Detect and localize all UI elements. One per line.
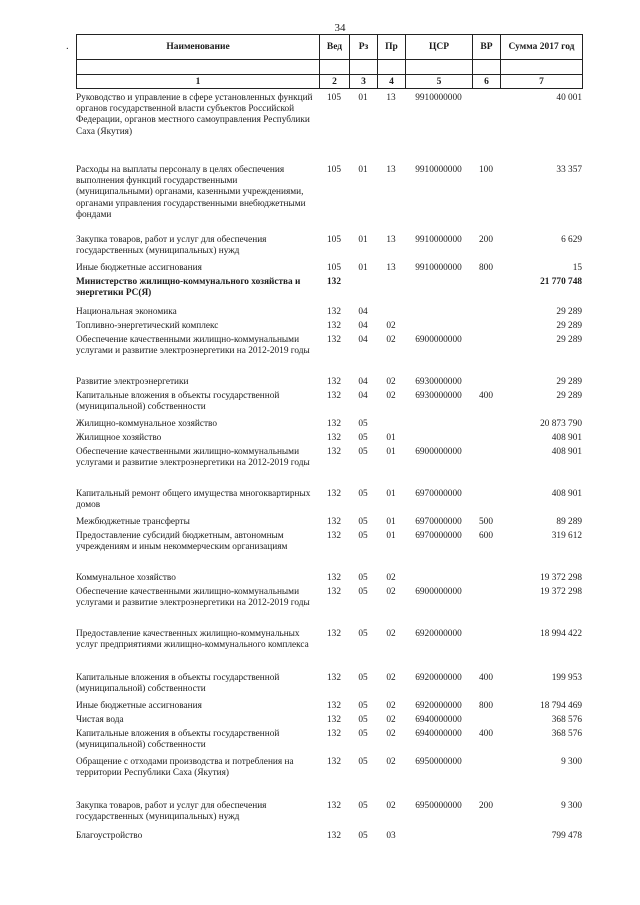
row-ved: 132 (327, 729, 341, 739)
row-ved: 132 (327, 715, 341, 725)
row-sum: 89 289 (556, 517, 582, 527)
row-ved: 132 (327, 801, 341, 811)
row-pr: 02 (386, 757, 396, 767)
row-rz: 01 (358, 165, 368, 175)
row-sum: 199 953 (551, 673, 582, 683)
row-csr: 6900000000 (415, 335, 462, 345)
row-pr: 02 (386, 629, 396, 639)
row-name: Министерство жилищно-коммунального хозяйства и энергетики РС(Я) (76, 277, 301, 299)
row-name: Иные бюджетные ассигнования (76, 263, 202, 273)
row-csr (405, 277, 472, 307)
header-sum: Сумма 2017 год (501, 35, 583, 60)
row-name: Капитальные вложения в объекты государственной (муниципальной) собственности (76, 729, 280, 751)
row-csr: 9910000000 (415, 235, 462, 245)
table-row (76, 701, 582, 715)
row-vr: 400 (479, 673, 493, 683)
row-rz: 05 (358, 433, 368, 443)
header-rz: Рз (350, 35, 378, 60)
table-row (76, 335, 582, 377)
table-row (76, 489, 582, 517)
table-row (76, 307, 582, 321)
header-ved: Вед (320, 35, 350, 60)
row-csr: 9910000000 (415, 93, 462, 103)
row-csr: 6970000000 (415, 489, 462, 499)
row-vr (472, 377, 500, 391)
row-pr: 13 (386, 235, 396, 245)
row-sum: 799 478 (551, 831, 582, 841)
row-name: Обеспечение качественными жилищно-коммунальными услугами и развитие электроэнергетики на 2012-2019 годы (76, 335, 310, 357)
header-spacer-row (77, 60, 583, 75)
row-ved: 132 (327, 447, 341, 457)
row-csr: 6950000000 (415, 801, 462, 811)
row-csr (405, 321, 472, 335)
row-pr: 02 (386, 801, 396, 811)
row-csr (405, 433, 472, 447)
row-rz: 01 (358, 263, 368, 273)
table-row (76, 673, 582, 701)
row-ved: 105 (327, 263, 341, 273)
row-rz: 05 (358, 517, 368, 527)
row-csr: 6920000000 (415, 673, 462, 683)
row-vr (472, 447, 500, 489)
row-name: Предоставление качественных жилищно-коммунальных услуг предприятиями жилищно-коммунального комплекса (76, 629, 309, 651)
row-ved: 105 (327, 165, 341, 175)
table-row (76, 715, 582, 729)
row-ved: 132 (327, 335, 341, 345)
row-vr (472, 93, 500, 165)
table-row (76, 377, 582, 391)
row-vr (472, 335, 500, 377)
row-pr: 02 (386, 391, 396, 401)
row-rz: 05 (358, 531, 368, 541)
row-sum: 408 901 (551, 447, 582, 457)
row-rz (349, 277, 377, 307)
row-ved: 132 (327, 673, 341, 683)
row-rz: 04 (358, 377, 368, 387)
row-ved: 132 (327, 489, 341, 499)
row-sum: 29 289 (556, 321, 582, 331)
row-name: Национальная экономика (76, 307, 177, 317)
row-pr: 02 (386, 701, 396, 711)
row-sum: 20 873 790 (540, 419, 582, 429)
row-ved: 132 (327, 531, 341, 541)
row-ved: 132 (327, 391, 341, 401)
row-pr: 13 (386, 93, 396, 103)
row-sum: 6 629 (561, 235, 582, 245)
row-ved: 132 (327, 277, 341, 287)
row-csr (405, 573, 472, 587)
row-vr: 800 (479, 701, 493, 711)
row-csr (405, 307, 472, 321)
page-number: 34 (334, 22, 346, 34)
row-pr: 01 (386, 531, 396, 541)
table-row (76, 629, 582, 673)
row-name: Жилищное хозяйство (76, 433, 162, 443)
row-sum: 9 300 (561, 801, 582, 811)
row-rz: 04 (358, 335, 368, 345)
row-pr: 02 (386, 673, 396, 683)
row-sum: 29 289 (556, 307, 582, 317)
row-csr: 6940000000 (415, 715, 462, 725)
row-name: Обеспечение качественными жилищно-коммунальными услугами и развитие электроэнергетики на 2012-2019 годы (76, 447, 310, 469)
column-number-row (77, 75, 583, 89)
row-vr: 800 (479, 263, 493, 273)
row-ved: 132 (327, 757, 341, 767)
row-ved: 132 (327, 433, 341, 443)
row-ved: 132 (327, 831, 341, 841)
table-row (76, 263, 582, 277)
column-number: 5 (406, 75, 473, 89)
header-vr: ВР (473, 35, 501, 60)
row-pr (377, 307, 405, 321)
row-pr: 02 (386, 321, 396, 331)
row-pr: 02 (386, 335, 396, 345)
row-vr: 100 (479, 165, 493, 175)
row-name: Иные бюджетные ассигнования (76, 701, 202, 711)
row-csr: 6940000000 (415, 729, 462, 739)
row-rz: 05 (358, 801, 368, 811)
row-vr (472, 321, 500, 335)
row-ved: 132 (327, 307, 341, 317)
row-rz: 05 (358, 831, 368, 841)
row-vr: 400 (479, 391, 493, 401)
row-ved: 132 (327, 587, 341, 597)
table-body (76, 93, 582, 845)
row-csr: 6900000000 (415, 447, 462, 457)
row-name: Капитальные вложения в объекты государственной (муниципальной) собственности (76, 391, 280, 413)
row-ved: 132 (327, 629, 341, 639)
row-pr: 13 (386, 165, 396, 175)
row-sum: 9 300 (561, 757, 582, 767)
row-name: Топливно-энергетический комплекс (76, 321, 219, 331)
row-sum: 19 372 298 (540, 573, 582, 583)
row-rz: 05 (358, 489, 368, 499)
header-name: Наименование (77, 35, 320, 60)
row-rz: 05 (358, 729, 368, 739)
row-name: Руководство и управление в сфере установленных функций органов государственной власти субъектов Российской Федерации, органов местного самоуправления Республики Саха (Якутия) (76, 93, 313, 137)
row-sum: 18 794 469 (540, 701, 582, 711)
row-name: Капитальный ремонт общего имущества многоквартирных домов (76, 489, 311, 511)
table-row (76, 573, 582, 587)
row-pr: 02 (386, 715, 396, 725)
row-name: Коммунальное хозяйство (76, 573, 176, 583)
row-pr: 01 (386, 433, 396, 443)
margin-mark: . (66, 40, 69, 52)
table-row (76, 235, 582, 263)
row-ved: 132 (327, 701, 341, 711)
row-csr: 6970000000 (415, 517, 462, 527)
column-number: 4 (378, 75, 406, 89)
row-vr (472, 587, 500, 629)
row-vr (472, 277, 500, 307)
table-row (76, 517, 582, 531)
header-row (77, 35, 583, 60)
row-vr (472, 433, 500, 447)
row-vr (472, 831, 500, 845)
row-pr: 03 (386, 831, 396, 841)
row-rz: 05 (358, 447, 368, 457)
table-row (76, 391, 582, 419)
row-vr: 500 (479, 517, 493, 527)
table-row (76, 587, 582, 629)
row-sum: 319 612 (551, 531, 582, 541)
table-row (76, 447, 582, 489)
row-csr: 6930000000 (415, 391, 462, 401)
row-rz: 05 (358, 757, 368, 767)
row-vr (472, 715, 500, 729)
row-pr: 02 (386, 573, 396, 583)
row-sum: 408 901 (551, 433, 582, 443)
row-vr: 200 (479, 801, 493, 811)
table-row (76, 433, 582, 447)
row-rz: 04 (358, 321, 368, 331)
row-name: Расходы на выплаты персоналу в целях обеспечения выполнения функций государственными (муниципальными) органами, казенными учреждениями, органами управления государственными внебюджетными фондами (76, 165, 306, 220)
row-pr: 01 (386, 489, 396, 499)
row-vr (472, 419, 500, 433)
table-header (76, 34, 583, 89)
row-csr (405, 831, 472, 845)
table-row (76, 729, 582, 757)
row-name: Межбюджетные трансферты (76, 517, 190, 527)
row-ved: 132 (327, 573, 341, 583)
row-rz: 05 (358, 573, 368, 583)
row-csr: 9910000000 (415, 165, 462, 175)
row-pr: 02 (386, 729, 396, 739)
column-number: 1 (77, 75, 320, 89)
row-csr: 6920000000 (415, 701, 462, 711)
row-csr: 6900000000 (415, 587, 462, 597)
column-number: 7 (501, 75, 583, 89)
row-vr: 400 (479, 729, 493, 739)
table-row (76, 757, 582, 801)
row-sum: 19 372 298 (540, 587, 582, 597)
row-sum: 408 901 (551, 489, 582, 499)
row-pr: 01 (386, 447, 396, 457)
row-name: Развитие электроэнергетики (76, 377, 189, 387)
column-number: 2 (320, 75, 350, 89)
row-csr: 6920000000 (415, 629, 462, 639)
table-row (76, 165, 582, 235)
header-pr: Пр (378, 35, 406, 60)
row-rz: 05 (358, 701, 368, 711)
row-pr: 02 (386, 587, 396, 597)
row-ved: 132 (327, 377, 341, 387)
row-sum: 33 357 (556, 165, 582, 175)
row-ved: 132 (327, 321, 341, 331)
row-ved: 132 (327, 517, 341, 527)
row-sum: 21 770 748 (540, 277, 582, 287)
table-row (76, 531, 582, 573)
row-sum: 29 289 (556, 377, 582, 387)
table-row (76, 801, 582, 831)
row-name: Обеспечение качественными жилищно-коммунальными услугами и развитие электроэнергетики на 2012-2019 годы (76, 587, 310, 609)
row-vr (472, 307, 500, 321)
row-name: Капитальные вложения в объекты государственной (муниципальной) собственности (76, 673, 280, 695)
row-pr (377, 419, 405, 433)
column-number: 6 (473, 75, 501, 89)
row-pr (377, 277, 405, 307)
row-vr: 200 (479, 235, 493, 245)
row-sum: 29 289 (556, 335, 582, 345)
budget-table (76, 93, 582, 845)
row-ved: 105 (327, 93, 341, 103)
header-csr: ЦСР (406, 35, 473, 60)
row-csr: 9910000000 (415, 263, 462, 273)
row-rz: 05 (358, 673, 368, 683)
row-vr (472, 629, 500, 673)
row-sum: 18 994 422 (540, 629, 582, 639)
row-vr (472, 573, 500, 587)
table-row (76, 831, 582, 845)
row-ved: 105 (327, 235, 341, 245)
row-csr: 6930000000 (415, 377, 462, 387)
row-sum: 40 001 (556, 93, 582, 103)
row-vr (472, 489, 500, 517)
column-number: 3 (350, 75, 378, 89)
row-sum: 368 576 (551, 729, 582, 739)
row-rz: 01 (358, 235, 368, 245)
row-rz: 04 (358, 307, 368, 317)
row-name: Предоставление субсидий бюджетным, автономным учреждениям и иным некоммерческим организациям (76, 531, 288, 553)
table-row (76, 93, 582, 165)
row-rz: 04 (358, 391, 368, 401)
row-pr: 01 (386, 517, 396, 527)
row-name: Закупка товаров, работ и услуг для обеспечения государственных (муниципальных) нужд (76, 235, 267, 257)
row-name: Жилищно-коммунальное хозяйство (76, 419, 218, 429)
row-name: Закупка товаров, работ и услуг для обеспечения государственных (муниципальных) нужд (76, 801, 267, 823)
table-row (76, 321, 582, 335)
row-rz: 01 (358, 93, 368, 103)
row-name: Обращение с отходами производства и потребления на территории Республики Саха (Якутия) (76, 757, 294, 779)
row-rz: 05 (358, 419, 368, 429)
row-ved: 132 (327, 419, 341, 429)
row-rz: 05 (358, 587, 368, 597)
row-rz: 05 (358, 629, 368, 639)
row-csr: 6970000000 (415, 531, 462, 541)
row-vr: 600 (479, 531, 493, 541)
row-sum: 15 (572, 263, 582, 273)
row-name: Чистая вода (76, 715, 124, 725)
table-row (76, 419, 582, 433)
row-rz: 05 (358, 715, 368, 725)
row-csr (405, 419, 472, 433)
table-row (76, 277, 582, 307)
row-vr (472, 757, 500, 801)
row-pr: 02 (386, 377, 396, 387)
row-pr: 13 (386, 263, 396, 273)
row-sum: 368 576 (551, 715, 582, 725)
row-name: Благоустройство (76, 831, 143, 841)
row-csr: 6950000000 (415, 757, 462, 767)
row-sum: 29 289 (556, 391, 582, 401)
